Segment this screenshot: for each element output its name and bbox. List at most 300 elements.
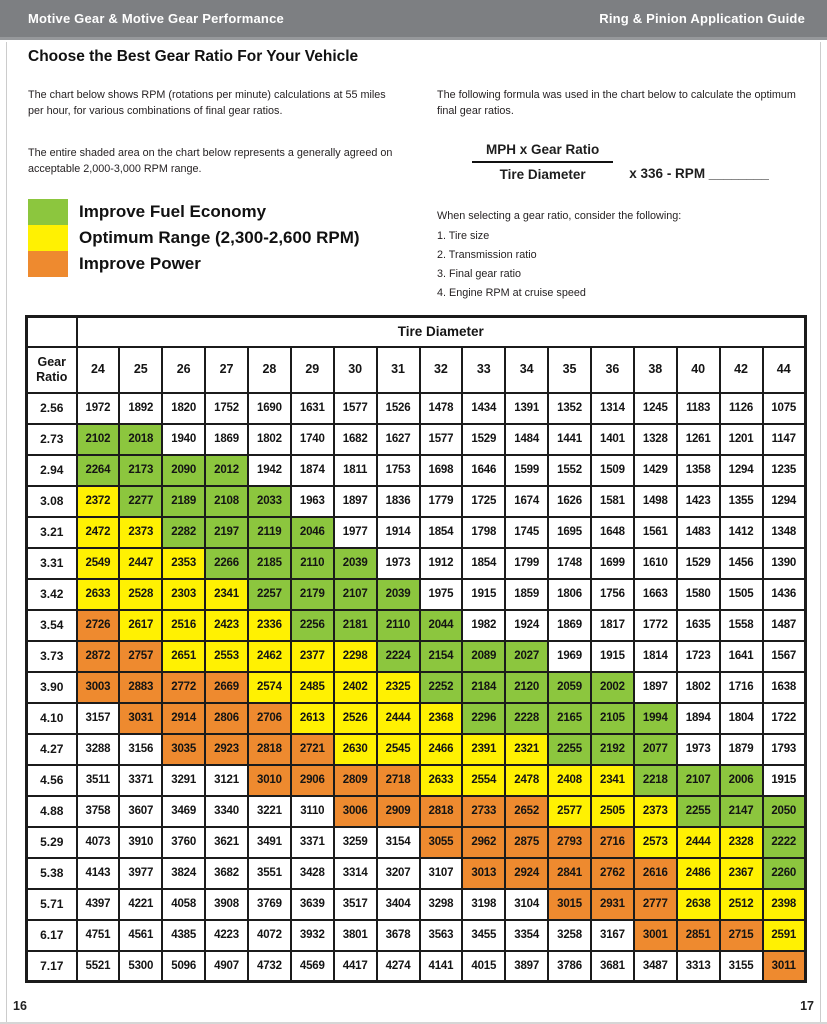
rpm-cell: 1235: [763, 455, 806, 486]
rpm-table-row: [27, 641, 806, 672]
rpm-cell: 3682: [205, 858, 248, 889]
rpm-cell: 2444: [377, 703, 420, 734]
gear-ratio-formula: [472, 142, 769, 182]
rpm-cell: 2027: [505, 641, 548, 672]
legend-item-fuel-economy: [28, 199, 360, 225]
rpm-cell: 3801: [334, 920, 377, 951]
rpm-cell: 2377: [291, 641, 334, 672]
rpm-cell: 2398: [763, 889, 806, 920]
rpm-cell: 2706: [248, 703, 291, 734]
rpm-cell: 2616: [634, 858, 677, 889]
rpm-cell: 2793: [548, 827, 591, 858]
rpm-cell: 1802: [248, 424, 291, 455]
rpm-cell: 1484: [505, 424, 548, 455]
rpm-cell: 2102: [77, 424, 120, 455]
tire-diameter-header-cell: 44: [763, 347, 806, 393]
rpm-cell: 3354: [505, 920, 548, 951]
page-title: Choose the Best Gear Ratio For Your Vehicle: [28, 48, 359, 65]
rpm-cell: 2341: [205, 579, 248, 610]
rpm-cell: 2181: [334, 610, 377, 641]
rpm-cell: 2372: [77, 486, 120, 517]
rpm-cell: 2050: [763, 796, 806, 827]
rpm-table-row: [27, 486, 806, 517]
tire-diameter-header-cell: 24: [77, 347, 120, 393]
top-bar-right-title: Ring & Pinion Application Guide: [599, 11, 805, 26]
rpm-cell: 2528: [119, 579, 162, 610]
considerations-list: [437, 207, 799, 302]
rpm-cell: 2444: [677, 827, 720, 858]
rpm-cell: 1820: [162, 393, 205, 424]
page-number-right: 17: [800, 999, 814, 1013]
rpm-cell: 2872: [77, 641, 120, 672]
rpm-cell: 1478: [420, 393, 463, 424]
rpm-cell: 1804: [720, 703, 763, 734]
tire-diameter-header-cell: 33: [462, 347, 505, 393]
rpm-cell: 2726: [77, 610, 120, 641]
rpm-cell: 1201: [720, 424, 763, 455]
rpm-table-row: [27, 393, 806, 424]
rpm-cell: 2165: [548, 703, 591, 734]
gear-ratio-cell: 4.88: [27, 796, 77, 827]
rpm-cell: 2110: [377, 610, 420, 641]
rpm-cell: 2303: [162, 579, 205, 610]
rpm-cell: 2173: [119, 455, 162, 486]
rpm-cell: 2923: [205, 734, 248, 765]
rpm-cell: 1798: [462, 517, 505, 548]
rpm-cell: 1580: [677, 579, 720, 610]
rpm-cell: 1314: [591, 393, 634, 424]
rpm-cell: 1879: [720, 734, 763, 765]
rpm-cell: 2256: [291, 610, 334, 641]
rpm-cell: 4397: [77, 889, 120, 920]
rpm-cell: 5300: [119, 951, 162, 982]
rpm-cell: 2154: [420, 641, 463, 672]
rpm-cell: 3314: [334, 858, 377, 889]
rpm-cell: 4274: [377, 951, 420, 982]
rpm-table-row: [27, 455, 806, 486]
gear-ratio-cell: 3.21: [27, 517, 77, 548]
rpm-cell: 2402: [334, 672, 377, 703]
rpm-cell: 3156: [119, 734, 162, 765]
rpm-cell: 1912: [420, 548, 463, 579]
rpm-cell: 2039: [377, 579, 420, 610]
rpm-cell: 1752: [205, 393, 248, 424]
intro-paragraph-2: The entire shaded area on the chart below represents a generally agreed on acceptable 2,000-3,000 RPM range.: [28, 147, 393, 176]
rpm-cell: 1854: [462, 548, 505, 579]
rpm-cell: 2189: [162, 486, 205, 517]
rpm-cell: 2806: [205, 703, 248, 734]
rpm-cell: 3760: [162, 827, 205, 858]
rpm-cell: 1690: [248, 393, 291, 424]
rpm-cell: 2179: [291, 579, 334, 610]
rpm-cell: 1294: [763, 486, 806, 517]
rpm-cell: 3298: [420, 889, 463, 920]
rpm-cell: 1581: [591, 486, 634, 517]
rpm-cell: 2638: [677, 889, 720, 920]
rpm-cell: 2652: [505, 796, 548, 827]
rpm-cell: 1358: [677, 455, 720, 486]
rpm-cell: 2472: [77, 517, 120, 548]
rpm-cell: 3198: [462, 889, 505, 920]
rpm-cell: 1498: [634, 486, 677, 517]
rpm-cell: 2591: [763, 920, 806, 951]
rpm-cell: 4073: [77, 827, 120, 858]
rpm-cell: 1638: [763, 672, 806, 703]
rpm-cell: 3607: [119, 796, 162, 827]
rpm-cell: 1552: [548, 455, 591, 486]
rpm-cell: 3621: [205, 827, 248, 858]
rpm-cell: 1355: [720, 486, 763, 517]
rpm-cell: 4732: [248, 951, 291, 982]
rpm-cell: 3769: [248, 889, 291, 920]
rpm-cell: 4141: [420, 951, 463, 982]
rpm-cell: 1915: [591, 641, 634, 672]
rpm-cell: 3786: [548, 951, 591, 982]
rpm-cell: 2336: [248, 610, 291, 641]
rpm-table-row: [27, 796, 806, 827]
rpm-cell: 2119: [248, 517, 291, 548]
rpm-cell: 3517: [334, 889, 377, 920]
rpm-cell: 2218: [634, 765, 677, 796]
tire-diameter-header-cell: 29: [291, 347, 334, 393]
rpm-cell: 1412: [720, 517, 763, 548]
rpm-cell: 2006: [720, 765, 763, 796]
rpm-cell: 2255: [677, 796, 720, 827]
rpm-cell: 2046: [291, 517, 334, 548]
rpm-cell: 3157: [77, 703, 120, 734]
rpm-cell: 1245: [634, 393, 677, 424]
rpm-cell: 2423: [205, 610, 248, 641]
gear-ratio-header: Gear Ratio: [27, 347, 77, 393]
rpm-cell: 2059: [548, 672, 591, 703]
rpm-cell: 1817: [591, 610, 634, 641]
rpm-cell: 1147: [763, 424, 806, 455]
rpm-cell: 5096: [162, 951, 205, 982]
rpm-cell: 2257: [248, 579, 291, 610]
rpm-cell: 2408: [548, 765, 591, 796]
rpm-cell: 3110: [291, 796, 334, 827]
rpm-cell: 1698: [420, 455, 463, 486]
gear-ratio-cell: 2.94: [27, 455, 77, 486]
rpm-cell: 3010: [248, 765, 291, 796]
rpm-cell: 3154: [377, 827, 420, 858]
rpm-cell: 2252: [420, 672, 463, 703]
rpm-cell: 3031: [119, 703, 162, 734]
rpm-cell: 3977: [119, 858, 162, 889]
rpm-cell: 1892: [119, 393, 162, 424]
rpm-cell: 2841: [548, 858, 591, 889]
rpm-cell: 1423: [677, 486, 720, 517]
gear-ratio-cell: 4.56: [27, 765, 77, 796]
rpm-cell: 3207: [377, 858, 420, 889]
rpm-table-row: [27, 920, 806, 951]
rpm-cell: 1915: [763, 765, 806, 796]
rpm-cell: 1793: [763, 734, 806, 765]
rpm-cell: 2962: [462, 827, 505, 858]
rpm-cell: 3551: [248, 858, 291, 889]
rpm-cell: 1558: [720, 610, 763, 641]
rpm-cell: 1483: [677, 517, 720, 548]
rpm-cell: 1577: [420, 424, 463, 455]
rpm-cell: 3371: [119, 765, 162, 796]
rpm-cell: 1942: [248, 455, 291, 486]
rpm-cell: 1977: [334, 517, 377, 548]
tire-diameter-header-cell: 42: [720, 347, 763, 393]
rpm-cell: 3455: [462, 920, 505, 951]
rpm-cell: 1429: [634, 455, 677, 486]
rpm-cell: 2777: [634, 889, 677, 920]
rpm-cell: 1973: [377, 548, 420, 579]
rpm-cell: 2906: [291, 765, 334, 796]
gear-ratio-cell: 3.90: [27, 672, 77, 703]
rpm-cell: 3011: [763, 951, 806, 982]
rpm-table-row: [27, 579, 806, 610]
page-number-left: 16: [13, 999, 27, 1013]
rpm-cell: 1915: [462, 579, 505, 610]
gear-ratio-cell: 5.38: [27, 858, 77, 889]
rpm-table-row: [27, 765, 806, 796]
gear-ratio-cell: 3.54: [27, 610, 77, 641]
rpm-cell: 3055: [420, 827, 463, 858]
rpm-table-container: [25, 315, 807, 983]
rpm-cell: 1434: [462, 393, 505, 424]
top-bar-left-title: Motive Gear & Motive Gear Performance: [28, 11, 284, 26]
rpm-table-row: [27, 827, 806, 858]
gear-ratio-cell: 2.73: [27, 424, 77, 455]
rpm-cell: 3001: [634, 920, 677, 951]
rpm-cell: 3511: [77, 765, 120, 796]
tire-diameter-header-cell: 31: [377, 347, 420, 393]
rpm-cell: 1940: [162, 424, 205, 455]
rpm-cell: 3006: [334, 796, 377, 827]
gear-ratio-cell: 4.10: [27, 703, 77, 734]
rpm-cell: 3563: [420, 920, 463, 951]
rpm-cell: 2077: [634, 734, 677, 765]
rpm-table-row: [27, 517, 806, 548]
tire-diameter-header-cell: 32: [420, 347, 463, 393]
rpm-cell: 2282: [162, 517, 205, 548]
rpm-cell: 2296: [462, 703, 505, 734]
rpm-cell: 2721: [291, 734, 334, 765]
rpm-cell: 1723: [677, 641, 720, 672]
rpm-cell: 1390: [763, 548, 806, 579]
rpm-cell: 1836: [377, 486, 420, 517]
rpm-cell: 2516: [162, 610, 205, 641]
rpm-cell: 2328: [720, 827, 763, 858]
rpm-table-row: [27, 610, 806, 641]
rpm-cell: 5521: [77, 951, 120, 982]
rpm-cell: 2577: [548, 796, 591, 827]
rpm-cell: 2298: [334, 641, 377, 672]
rpm-cell: 2033: [248, 486, 291, 517]
tire-diameter-header-cell: 30: [334, 347, 377, 393]
rpm-cell: 4143: [77, 858, 120, 889]
rpm-cell: 1969: [548, 641, 591, 672]
rpm-cell: 2107: [677, 765, 720, 796]
rpm-cell: 1641: [720, 641, 763, 672]
rpm-cell: 4058: [162, 889, 205, 920]
gear-ratio-cell: 3.73: [27, 641, 77, 672]
rpm-cell: 4751: [77, 920, 120, 951]
top-bar: [0, 0, 827, 40]
rpm-cell: 2002: [591, 672, 634, 703]
rpm-cell: 1487: [763, 610, 806, 641]
formula-denominator: Tire Diameter: [499, 167, 586, 182]
rpm-cell: 1631: [291, 393, 334, 424]
rpm-cell: 1294: [720, 455, 763, 486]
tire-diameter-header-cell: 38: [634, 347, 677, 393]
rpm-cell: 2184: [462, 672, 505, 703]
rpm-cell: 1722: [763, 703, 806, 734]
intro-paragraph-1: The chart below shows RPM (rotations per minute) calculations at 55 miles per hour, for various combinations of final gear ratios.: [28, 89, 386, 118]
legend-label: Improve Fuel Economy: [79, 202, 267, 221]
rpm-cell: 1859: [505, 579, 548, 610]
rpm-cell: 1695: [548, 517, 591, 548]
rpm-table-row: [27, 951, 806, 982]
rpm-cell: 2613: [291, 703, 334, 734]
rpm-cell: 1646: [462, 455, 505, 486]
rpm-cell: 2715: [720, 920, 763, 951]
rpm-cell: 1401: [591, 424, 634, 455]
rpm-cell: 1874: [291, 455, 334, 486]
rpm-cell: 1441: [548, 424, 591, 455]
rpm-cell: 1725: [462, 486, 505, 517]
tire-diameter-header-cell: 36: [591, 347, 634, 393]
rpm-cell: 1328: [634, 424, 677, 455]
rpm-cell: 3258: [548, 920, 591, 951]
rpm-cell: 1869: [205, 424, 248, 455]
rpm-cell: 2255: [548, 734, 591, 765]
rpm-cell: 2368: [420, 703, 463, 734]
rpm-cell: 2875: [505, 827, 548, 858]
rpm-cell: 2485: [291, 672, 334, 703]
legend-label: Improve Power: [79, 254, 201, 273]
rpm-cell: 1126: [720, 393, 763, 424]
gear-ratio-cell: 7.17: [27, 951, 77, 982]
consideration-item: 2. Transmission ratio: [437, 248, 537, 261]
green-swatch: [28, 199, 68, 225]
tire-diameter-header-cell: 27: [205, 347, 248, 393]
rpm-cell: 1897: [634, 672, 677, 703]
rpm-cell: 2574: [248, 672, 291, 703]
gear-ratio-cell: 4.27: [27, 734, 77, 765]
rpm-cell: 2526: [334, 703, 377, 734]
rpm-cell: 3107: [420, 858, 463, 889]
rpm-cell: 1391: [505, 393, 548, 424]
rpm-cell: 1897: [334, 486, 377, 517]
rpm-cell: 3015: [548, 889, 591, 920]
rpm-cell: 3932: [291, 920, 334, 951]
rpm-cell: 1635: [677, 610, 720, 641]
rpm-cell: 1436: [763, 579, 806, 610]
rpm-cell: 2012: [205, 455, 248, 486]
gear-ratio-cell: 2.56: [27, 393, 77, 424]
rpm-cell: 3487: [634, 951, 677, 982]
gear-ratio-cell: 5.29: [27, 827, 77, 858]
rpm-cell: 3167: [591, 920, 634, 951]
rpm-cell: 2733: [462, 796, 505, 827]
formula-suffix: x 336 - RPM ________: [629, 166, 769, 181]
rpm-cell: 2466: [420, 734, 463, 765]
gear-ratio-cell: 3.08: [27, 486, 77, 517]
rpm-cell: 2883: [119, 672, 162, 703]
rpm-cell: 1627: [377, 424, 420, 455]
rpm-cell: 2192: [591, 734, 634, 765]
rpm-cell: 1682: [334, 424, 377, 455]
rpm-cell: 2486: [677, 858, 720, 889]
gear-ratio-cell: 3.42: [27, 579, 77, 610]
rpm-cell: 3681: [591, 951, 634, 982]
rpm-cell: 2277: [119, 486, 162, 517]
page-edge-left: [6, 42, 7, 1022]
rpm-cell: 2931: [591, 889, 634, 920]
rpm-cell: 2353: [162, 548, 205, 579]
rpm-cell: 1699: [591, 548, 634, 579]
rpm-cell: 2617: [119, 610, 162, 641]
rpm-cell: 4221: [119, 889, 162, 920]
rpm-cell: 1814: [634, 641, 677, 672]
rpm-cell: 2573: [634, 827, 677, 858]
rpm-cell: 3469: [162, 796, 205, 827]
rpm-cell: 1505: [720, 579, 763, 610]
rpm-cell: 1972: [77, 393, 120, 424]
orange-swatch: [28, 251, 68, 277]
tire-diameter-title: Tire Diameter: [77, 317, 806, 347]
rpm-cell: 2367: [720, 858, 763, 889]
rpm-cell: 2553: [205, 641, 248, 672]
rpm-cell: 2321: [505, 734, 548, 765]
yellow-swatch: [28, 225, 68, 251]
rpm-cell: 4072: [248, 920, 291, 951]
rpm-cell: 3221: [248, 796, 291, 827]
rpm-cell: 4561: [119, 920, 162, 951]
rpm-cell: 4385: [162, 920, 205, 951]
rpm-cell: 2924: [505, 858, 548, 889]
rpm-cell: 2909: [377, 796, 420, 827]
rpm-cell: 1610: [634, 548, 677, 579]
rpm-cell: 4569: [291, 951, 334, 982]
rpm-table-row: [27, 548, 806, 579]
rpm-cell: 1348: [763, 517, 806, 548]
legend: [28, 199, 360, 277]
formula-numerator: MPH x Gear Ratio: [472, 142, 613, 163]
rpm-cell: 2554: [462, 765, 505, 796]
rpm-cell: 1982: [462, 610, 505, 641]
rpm-cell: 2633: [77, 579, 120, 610]
rpm-cell: 1811: [334, 455, 377, 486]
rpm-cell: 1779: [420, 486, 463, 517]
rpm-cell: 2105: [591, 703, 634, 734]
rpm-cell: 2108: [205, 486, 248, 517]
rpm-cell: 2089: [462, 641, 505, 672]
rpm-cell: 2818: [248, 734, 291, 765]
rpm-cell: 2120: [505, 672, 548, 703]
rpm-cell: 3259: [334, 827, 377, 858]
rpm-cell: 3428: [291, 858, 334, 889]
rpm-cell: 1648: [591, 517, 634, 548]
rpm-cell: 1854: [420, 517, 463, 548]
rpm-cell: 1716: [720, 672, 763, 703]
rpm-cell: 3013: [462, 858, 505, 889]
rpm-table-row: [27, 703, 806, 734]
tire-diameter-header-cell: 26: [162, 347, 205, 393]
rpm-cell: 1802: [677, 672, 720, 703]
gear-ratio-cell: 3.31: [27, 548, 77, 579]
rpm-cell: 1994: [634, 703, 677, 734]
rpm-cell: 3404: [377, 889, 420, 920]
rpm-cell: 1806: [548, 579, 591, 610]
rpm-cell: 1456: [720, 548, 763, 579]
